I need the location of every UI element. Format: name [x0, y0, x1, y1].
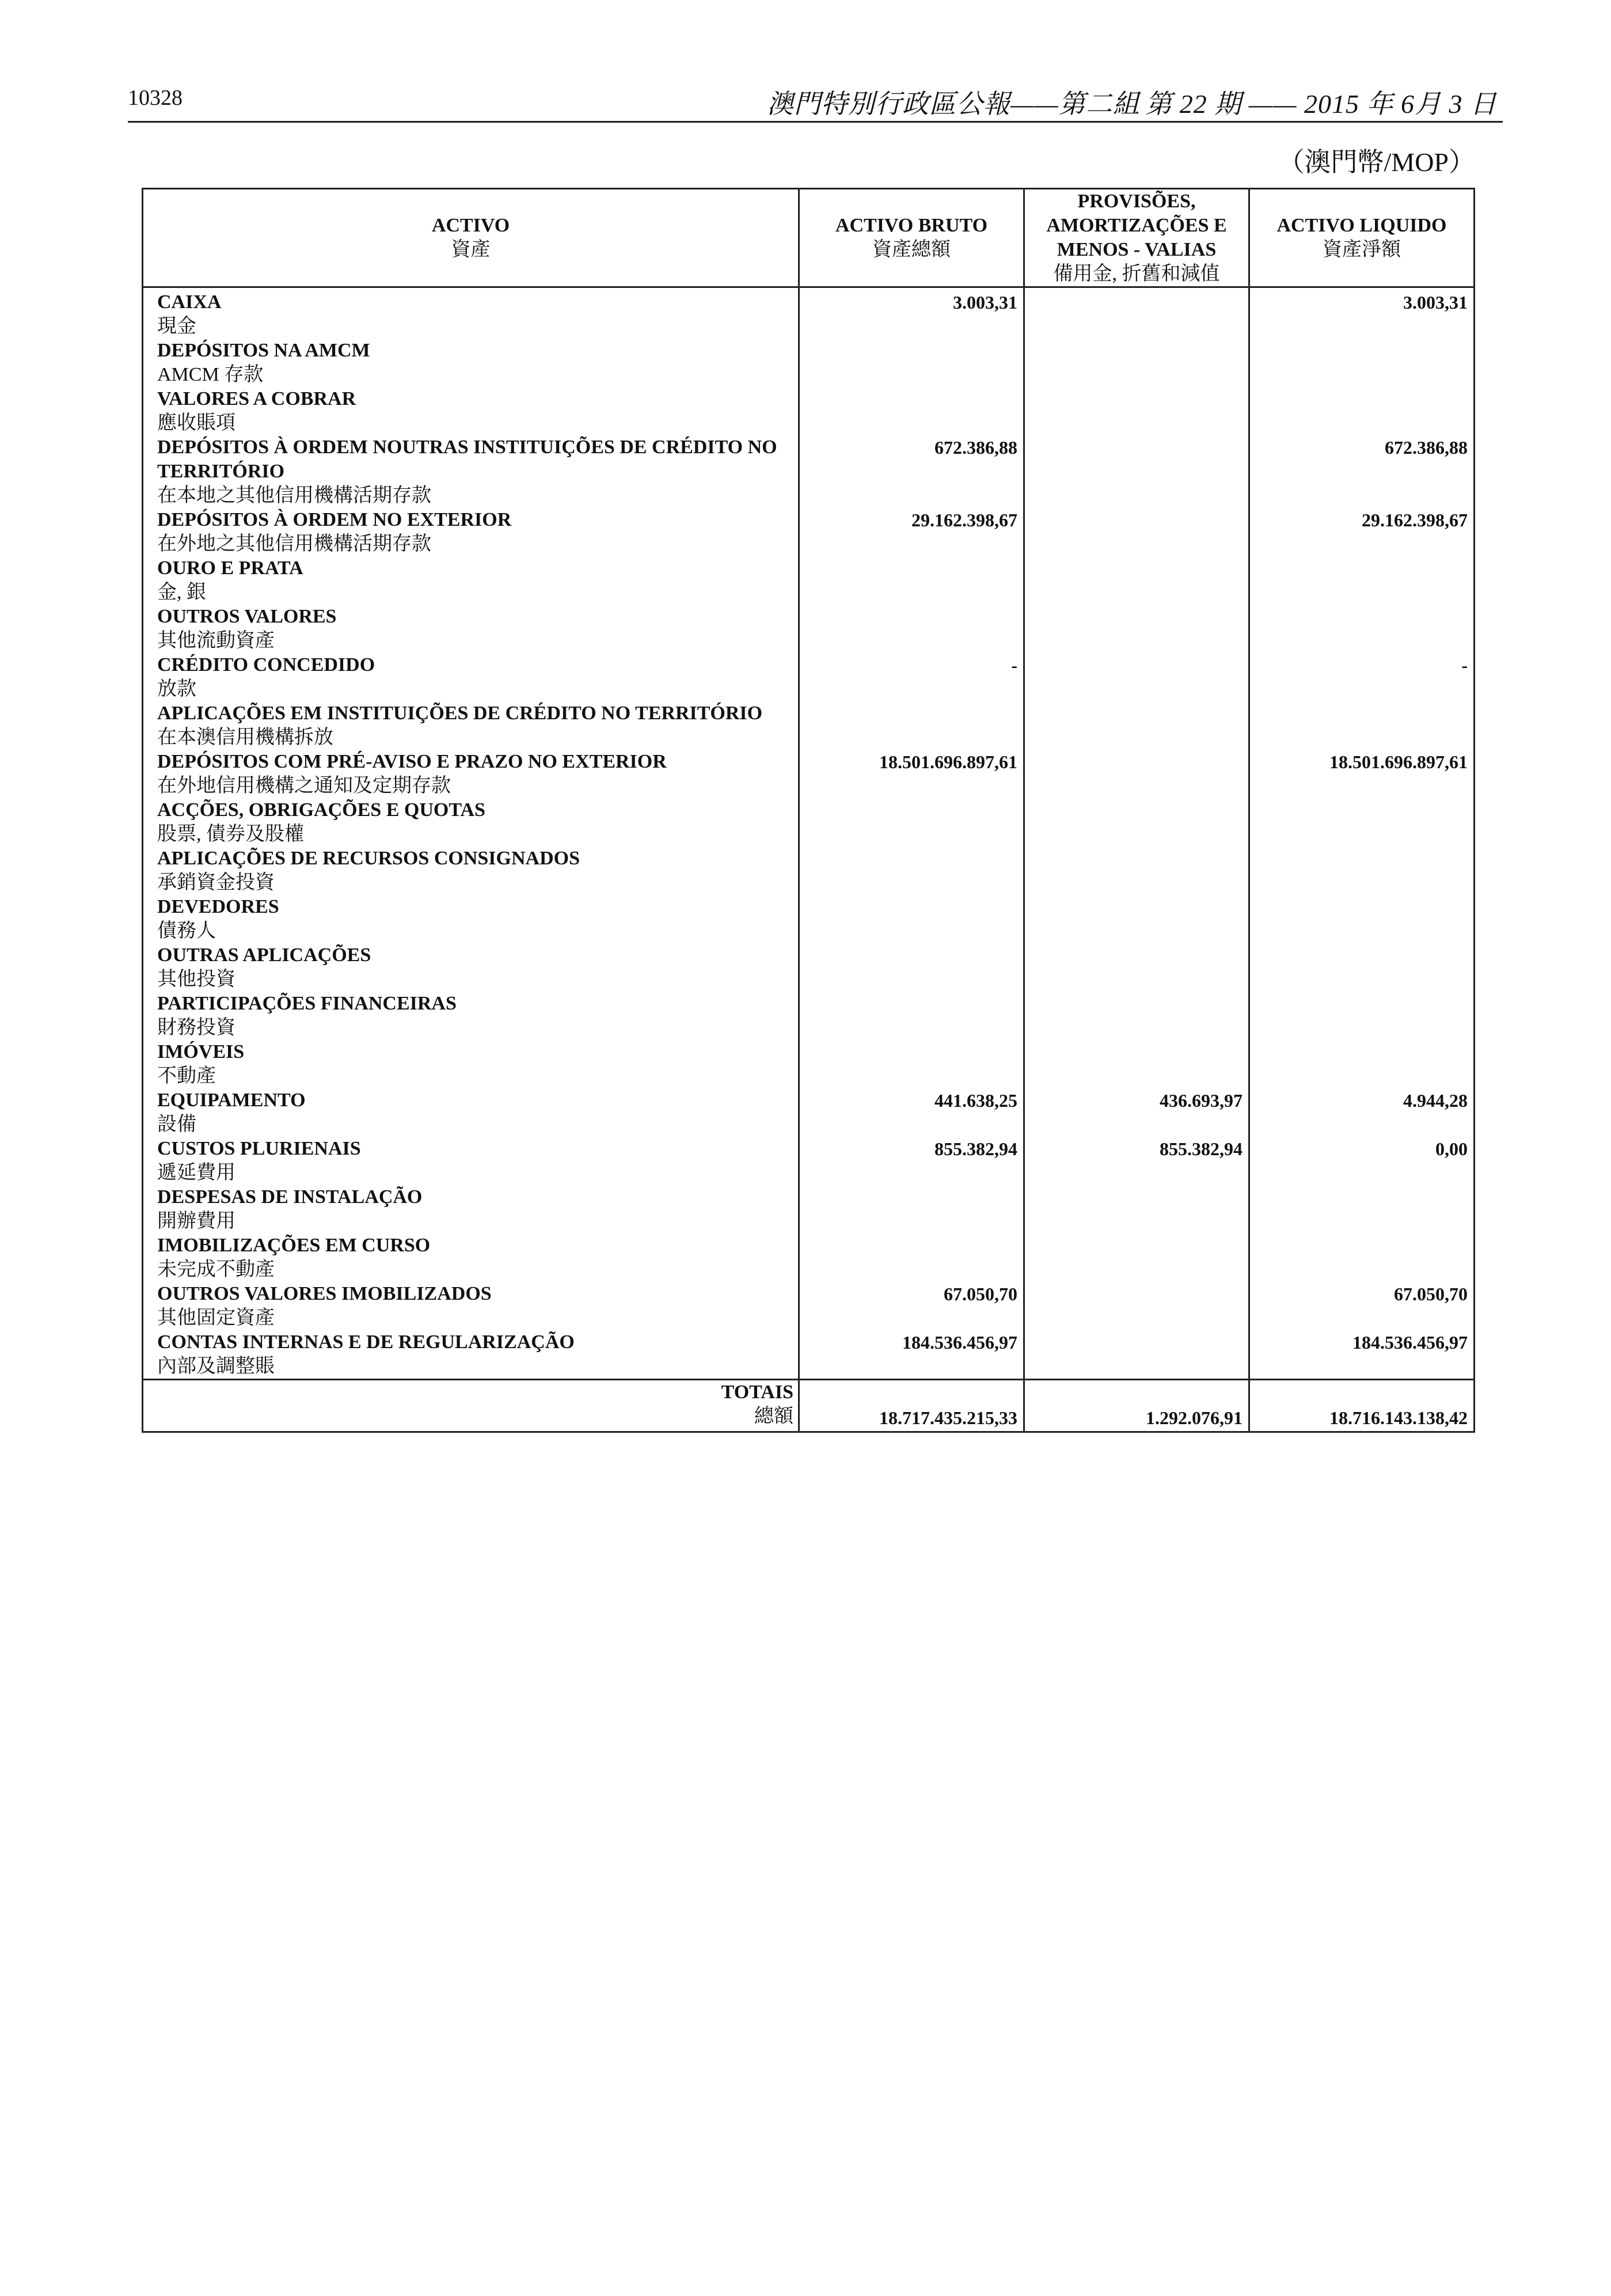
balance-sheet-table-container — [142, 188, 1474, 1433]
issue-date: 第 22 期 —— 2015 年 6月 3 日 — [1145, 89, 1497, 119]
row-description — [143, 287, 799, 339]
cell-activo-bruto — [799, 992, 1024, 1040]
row-label-pt: IMÓVEIS — [157, 1041, 245, 1062]
row-label-zh: 在外地之其他信用機構活期存款 — [157, 533, 431, 555]
totals-row — [143, 1380, 1475, 1432]
cell-activo-liquido: 4.944,28 — [1249, 1088, 1475, 1137]
column-header-activo: ACTIVO 資產 — [143, 189, 799, 287]
row-label-pt: CRÉDITO CONCEDIDO — [157, 654, 375, 675]
row-label-pt: PARTICIPAÇÕES FINANCEIRAS — [157, 993, 457, 1014]
row-label-zh: AMCM 存款 — [157, 364, 264, 385]
balance-sheet-table — [142, 188, 1475, 1433]
row-label-pt: CONTAS INTERNAS E DE REGULARIZAÇÃO — [157, 1331, 575, 1353]
cell-provisoes — [1024, 1185, 1249, 1234]
cell-activo-liquido — [1249, 895, 1475, 943]
row-description — [143, 1185, 799, 1234]
row-label-pt: DESPESAS DE INSTALAÇÃO — [157, 1186, 423, 1208]
table-row — [143, 798, 1475, 847]
row-label-zh: 現金 — [157, 316, 196, 337]
cell-activo-bruto: - — [799, 653, 1024, 701]
cell-provisoes — [1024, 339, 1249, 387]
row-label-zh: 設備 — [157, 1114, 196, 1135]
cell-activo-liquido: 3.003,31 — [1249, 287, 1475, 339]
cell-provisoes: 436.693,97 — [1024, 1088, 1249, 1137]
cell-provisoes — [1024, 798, 1249, 847]
table-header-row — [143, 189, 1475, 287]
row-description — [143, 556, 799, 605]
cell-activo-bruto: 855.382,94 — [799, 1137, 1024, 1185]
row-label-pt: OURO E PRATA — [157, 557, 303, 579]
row-label-zh: 不動產 — [157, 1065, 216, 1087]
cell-activo-liquido — [1249, 556, 1475, 605]
row-description — [143, 1137, 799, 1185]
cell-provisoes — [1024, 556, 1249, 605]
cell-activo-liquido: 0,00 — [1249, 1137, 1475, 1185]
page-header — [128, 79, 1503, 123]
row-description — [143, 653, 799, 701]
cell-activo-bruto: 441.638,25 — [799, 1088, 1024, 1137]
cell-provisoes — [1024, 287, 1249, 339]
row-description — [143, 339, 799, 387]
cell-activo-liquido — [1249, 992, 1475, 1040]
row-description — [143, 508, 799, 556]
totals-provisoes: 1.292.076,91 — [1024, 1380, 1249, 1432]
cell-activo-bruto: 67.050,70 — [799, 1282, 1024, 1330]
cell-activo-bruto: 672.386,88 — [799, 435, 1024, 508]
cell-activo-bruto — [799, 1040, 1024, 1088]
cell-provisoes — [1024, 1330, 1249, 1380]
row-label-pt: APLICAÇÕES EM INSTITUIÇÕES DE CRÉDITO NO TERRITÓRIO — [157, 703, 763, 724]
page-number: 10328 — [128, 86, 183, 110]
cell-provisoes — [1024, 605, 1249, 653]
publication-title: 澳門特別行政區公報——第二組 — [767, 89, 1140, 119]
row-label-pt: ACÇÕES, OBRIGAÇÕES E QUOTAS — [157, 799, 485, 821]
table-row — [143, 1185, 1475, 1234]
row-label-zh: 其他固定資產 — [157, 1307, 275, 1329]
row-label-pt: EQUIPAMENTO — [157, 1090, 306, 1111]
cell-provisoes — [1024, 943, 1249, 992]
row-description — [143, 1040, 799, 1088]
table-row — [143, 1330, 1475, 1380]
cell-provisoes — [1024, 1234, 1249, 1282]
column-header-activo-liquido: ACTIVO LIQUIDO 資產淨額 — [1249, 189, 1475, 287]
table-row — [143, 701, 1475, 750]
cell-activo-liquido: 18.501.696.897,61 — [1249, 750, 1475, 798]
table-row — [143, 1137, 1475, 1185]
row-label-pt: CUSTOS PLURIENAIS — [157, 1138, 361, 1159]
row-label-zh: 其他投資 — [157, 969, 235, 990]
cell-provisoes — [1024, 1040, 1249, 1088]
cell-provisoes — [1024, 895, 1249, 943]
row-label-pt: OUTRAS APLICAÇÕES — [157, 944, 371, 966]
table-row — [143, 287, 1475, 339]
cell-provisoes — [1024, 1282, 1249, 1330]
cell-activo-bruto — [799, 556, 1024, 605]
table-row — [143, 1282, 1475, 1330]
cell-activo-liquido — [1249, 1234, 1475, 1282]
row-description — [143, 895, 799, 943]
cell-activo-liquido — [1249, 798, 1475, 847]
cell-activo-bruto: 3.003,31 — [799, 287, 1024, 339]
row-description — [143, 798, 799, 847]
table-row — [143, 387, 1475, 435]
row-label-pt: VALORES A COBRAR — [157, 388, 356, 409]
cell-provisoes: 855.382,94 — [1024, 1137, 1249, 1185]
totals-activo-liquido: 18.716.143.138,42 — [1249, 1380, 1475, 1432]
cell-activo-liquido — [1249, 339, 1475, 387]
row-label-pt: CAIXA — [157, 291, 222, 313]
table-row — [143, 508, 1475, 556]
row-label-zh: 放款 — [157, 678, 196, 700]
cell-activo-liquido: 29.162.398,67 — [1249, 508, 1475, 556]
table-row — [143, 653, 1475, 701]
table-row — [143, 895, 1475, 943]
table-row — [143, 1040, 1475, 1088]
row-label-zh: 金, 銀 — [157, 582, 206, 603]
cell-provisoes — [1024, 701, 1249, 750]
cell-activo-liquido: 672.386,88 — [1249, 435, 1475, 508]
row-label-pt: OUTROS VALORES — [157, 606, 337, 627]
cell-activo-liquido — [1249, 605, 1475, 653]
cell-provisoes — [1024, 653, 1249, 701]
row-description — [143, 1330, 799, 1380]
row-label-zh: 股票, 債券及股權 — [157, 823, 304, 845]
cell-activo-bruto — [799, 387, 1024, 435]
cell-provisoes — [1024, 387, 1249, 435]
row-label-zh: 應收賬項 — [157, 412, 235, 434]
cell-activo-liquido — [1249, 943, 1475, 992]
table-row — [143, 847, 1475, 895]
row-label-zh: 在本地之其他信用機構活期存款 — [157, 485, 431, 506]
cell-activo-bruto — [799, 1185, 1024, 1234]
cell-activo-bruto — [799, 798, 1024, 847]
row-label-zh: 債務人 — [157, 920, 216, 942]
cell-activo-bruto — [799, 605, 1024, 653]
cell-activo-bruto — [799, 1234, 1024, 1282]
row-description — [143, 435, 799, 508]
cell-activo-liquido — [1249, 701, 1475, 750]
table-body — [143, 287, 1475, 1380]
cell-provisoes — [1024, 435, 1249, 508]
row-label-zh: 其他流動資產 — [157, 630, 275, 651]
row-description — [143, 750, 799, 798]
row-label-zh: 財務投資 — [157, 1017, 235, 1038]
table-row — [143, 1088, 1475, 1137]
cell-activo-bruto: 18.501.696.897,61 — [799, 750, 1024, 798]
table-row — [143, 992, 1475, 1040]
cell-activo-bruto — [799, 895, 1024, 943]
cell-activo-liquido: 67.050,70 — [1249, 1282, 1475, 1330]
cell-activo-bruto: 184.536.456,97 — [799, 1330, 1024, 1380]
row-description — [143, 701, 799, 750]
row-description — [143, 943, 799, 992]
row-label-zh: 開辦費用 — [157, 1210, 235, 1232]
cell-activo-liquido: 184.536.456,97 — [1249, 1330, 1475, 1380]
cell-activo-liquido — [1249, 1185, 1475, 1234]
row-label-zh: 承銷資金投資 — [157, 872, 275, 893]
row-description — [143, 1088, 799, 1137]
cell-activo-bruto — [799, 701, 1024, 750]
cell-provisoes — [1024, 847, 1249, 895]
row-label-zh: 在外地信用機構之通知及定期存款 — [157, 775, 451, 796]
row-label-zh: 遞延費用 — [157, 1162, 235, 1183]
row-label-pt: DEPÓSITOS NA AMCM — [157, 340, 370, 361]
totals-activo-bruto: 18.717.435.215,33 — [799, 1380, 1024, 1432]
row-label-pt: APLICAÇÕES DE RECURSOS CONSIGNADOS — [157, 848, 580, 869]
row-label-zh: 在本澳信用機構拆放 — [157, 727, 333, 748]
row-label-pt: DEVEDORES — [157, 896, 279, 917]
row-description — [143, 992, 799, 1040]
row-label-pt: DEPÓSITOS À ORDEM NOUTRAS INSTITUIÇÕES DE CRÉDITO NO TERRITÓRIO — [157, 437, 777, 482]
table-row — [143, 556, 1475, 605]
row-description — [143, 1234, 799, 1282]
currency-note: （澳門幣/MOP） — [1278, 147, 1475, 177]
cell-provisoes — [1024, 992, 1249, 1040]
cell-activo-bruto — [799, 847, 1024, 895]
column-header-activo-bruto: ACTIVO BRUTO 資產總額 — [799, 189, 1024, 287]
table-row — [143, 435, 1475, 508]
cell-activo-liquido: - — [1249, 653, 1475, 701]
row-label-pt: DEPÓSITOS À ORDEM NO EXTERIOR — [157, 509, 512, 530]
table-row — [143, 750, 1475, 798]
cell-activo-liquido — [1249, 387, 1475, 435]
row-description — [143, 605, 799, 653]
row-description — [143, 387, 799, 435]
row-label-pt: OUTROS VALORES IMOBILIZADOS — [157, 1283, 492, 1304]
table-row — [143, 339, 1475, 387]
cell-activo-bruto: 29.162.398,67 — [799, 508, 1024, 556]
cell-activo-bruto — [799, 339, 1024, 387]
row-label-pt: IMOBILIZAÇÕES EM CURSO — [157, 1235, 431, 1256]
cell-provisoes — [1024, 750, 1249, 798]
row-label-zh: 內部及調整賬 — [157, 1356, 275, 1377]
cell-activo-liquido — [1249, 847, 1475, 895]
cell-activo-bruto — [799, 943, 1024, 992]
cell-provisoes — [1024, 508, 1249, 556]
row-label-zh: 未完成不動產 — [157, 1259, 275, 1280]
table-row — [143, 1234, 1475, 1282]
totals-label: TOTAIS 總額 — [143, 1380, 799, 1432]
row-description — [143, 1282, 799, 1330]
row-label-pt: DEPÓSITOS COM PRÉ-AVISO E PRAZO NO EXTERIOR — [157, 751, 667, 772]
table-row — [143, 943, 1475, 992]
column-header-provisoes: PROVISÕES, AMORTIZAÇÕES E MENOS - VALIAS 備用金, 折舊和減值 — [1024, 189, 1249, 287]
table-row — [143, 605, 1475, 653]
row-description — [143, 847, 799, 895]
cell-activo-liquido — [1249, 1040, 1475, 1088]
